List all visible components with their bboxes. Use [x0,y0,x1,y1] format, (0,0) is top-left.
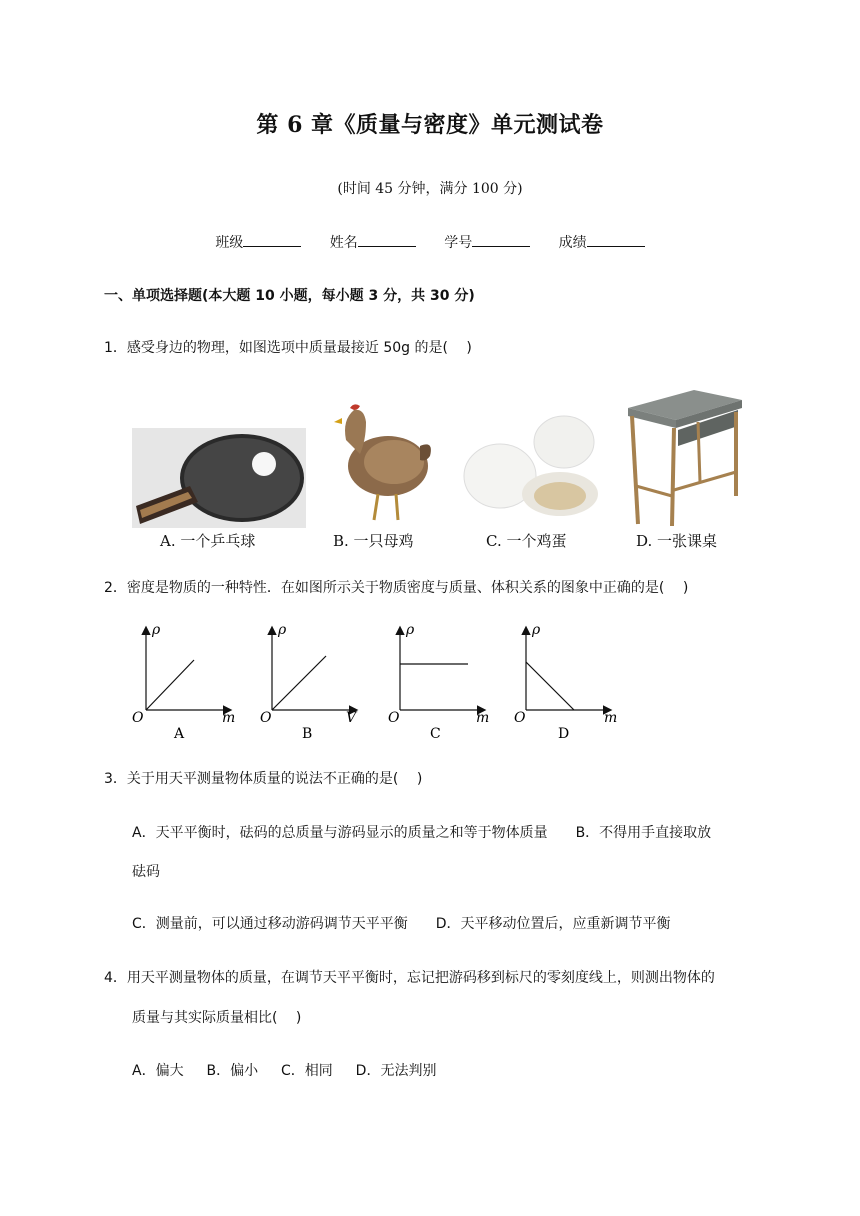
graph-d-label: D [558,726,570,742]
question-4: 4．用天平测量物体的质量，在调节天平平衡时，忘记把游码移到标尺的零刻度线上，则测出物体的 [104,970,715,986]
field-label-class: 班级 [215,235,244,251]
question-2: 2．密度是物质的一种特性．在如图所示关于物质密度与质量、体积关系的图象中正确的是( ) [104,580,689,596]
page-title: 第 6 章《质量与密度》单元测试卷 [256,112,604,138]
question-4-options: A．偏大 B．偏小 C．相同 D．无法判别 [132,1063,437,1079]
graph-b-origin: O [260,710,272,726]
eggs-image [460,410,608,528]
desk-image [624,386,744,528]
question-4-line2: 质量与其实际质量相比( ) [132,1010,302,1026]
graph-c-y-label: ρ [406,622,415,638]
graph-c [388,622,489,742]
density-graphs [120,618,640,746]
option-b-caption: B. 一只母鸡 [333,532,414,550]
graph-b-line [272,656,326,710]
field-blank [358,234,416,247]
graph-b [260,622,358,742]
field-blank [472,234,530,247]
graph-d-y-label: ρ [532,622,541,638]
option-c-caption: C. 一个鸡蛋 [486,532,567,550]
graph-b-y-label: ρ [278,622,287,638]
graph-c-label: C [430,726,441,742]
graph-d-line [526,662,574,710]
graph-b-x-label: V [346,710,357,726]
option-a-caption: A. 一个乒乓球 [160,532,256,550]
graph-c-x-label: m [476,710,490,726]
field-blank [243,234,301,247]
exam-meta: (时间 45 分钟，满分 100 分) [337,181,523,197]
graph-a-line [146,660,194,710]
graph-a-x-label: m [222,710,236,726]
question-3-options-line3: C．测量前，可以通过移动游码调节天平平衡 D．天平移动位置后，应重新调节平衡 [132,916,671,932]
option-d-caption: D. 一张课桌 [636,532,718,550]
graph-a [132,622,235,742]
field-label-name: 姓名 [329,235,358,251]
question-3: 3．关于用天平测量物体质量的说法不正确的是( ) [104,771,423,787]
question-1: 1．感受身边的物理，如图选项中质量最接近 50g 的是( ) [104,340,472,356]
graph-d [514,622,617,742]
hen-image [326,400,436,526]
paddle-image [132,428,306,528]
question-3-options-line1: A．天平平衡时，砝码的总质量与游码显示的质量之和等于物体质量 B．不得用手直接取放 [132,825,712,841]
field-label-id: 学号 [444,235,473,251]
section-title: 一、单项选择题(本大题 10 小题，每小题 3 分，共 30 分) [104,288,475,304]
graph-b-label: B [302,726,313,742]
graph-a-label: A [174,726,185,742]
field-blank [587,234,645,247]
field-label-score: 成绩 [558,235,587,251]
graph-d-origin: O [514,710,526,726]
student-info-fields [0,232,860,252]
graph-a-y-label: ρ [152,622,161,638]
graph-d-x-label: m [604,710,618,726]
question-3-options-line2: 砝码 [132,864,160,880]
graph-a-origin: O [132,710,144,726]
graph-c-origin: O [388,710,400,726]
